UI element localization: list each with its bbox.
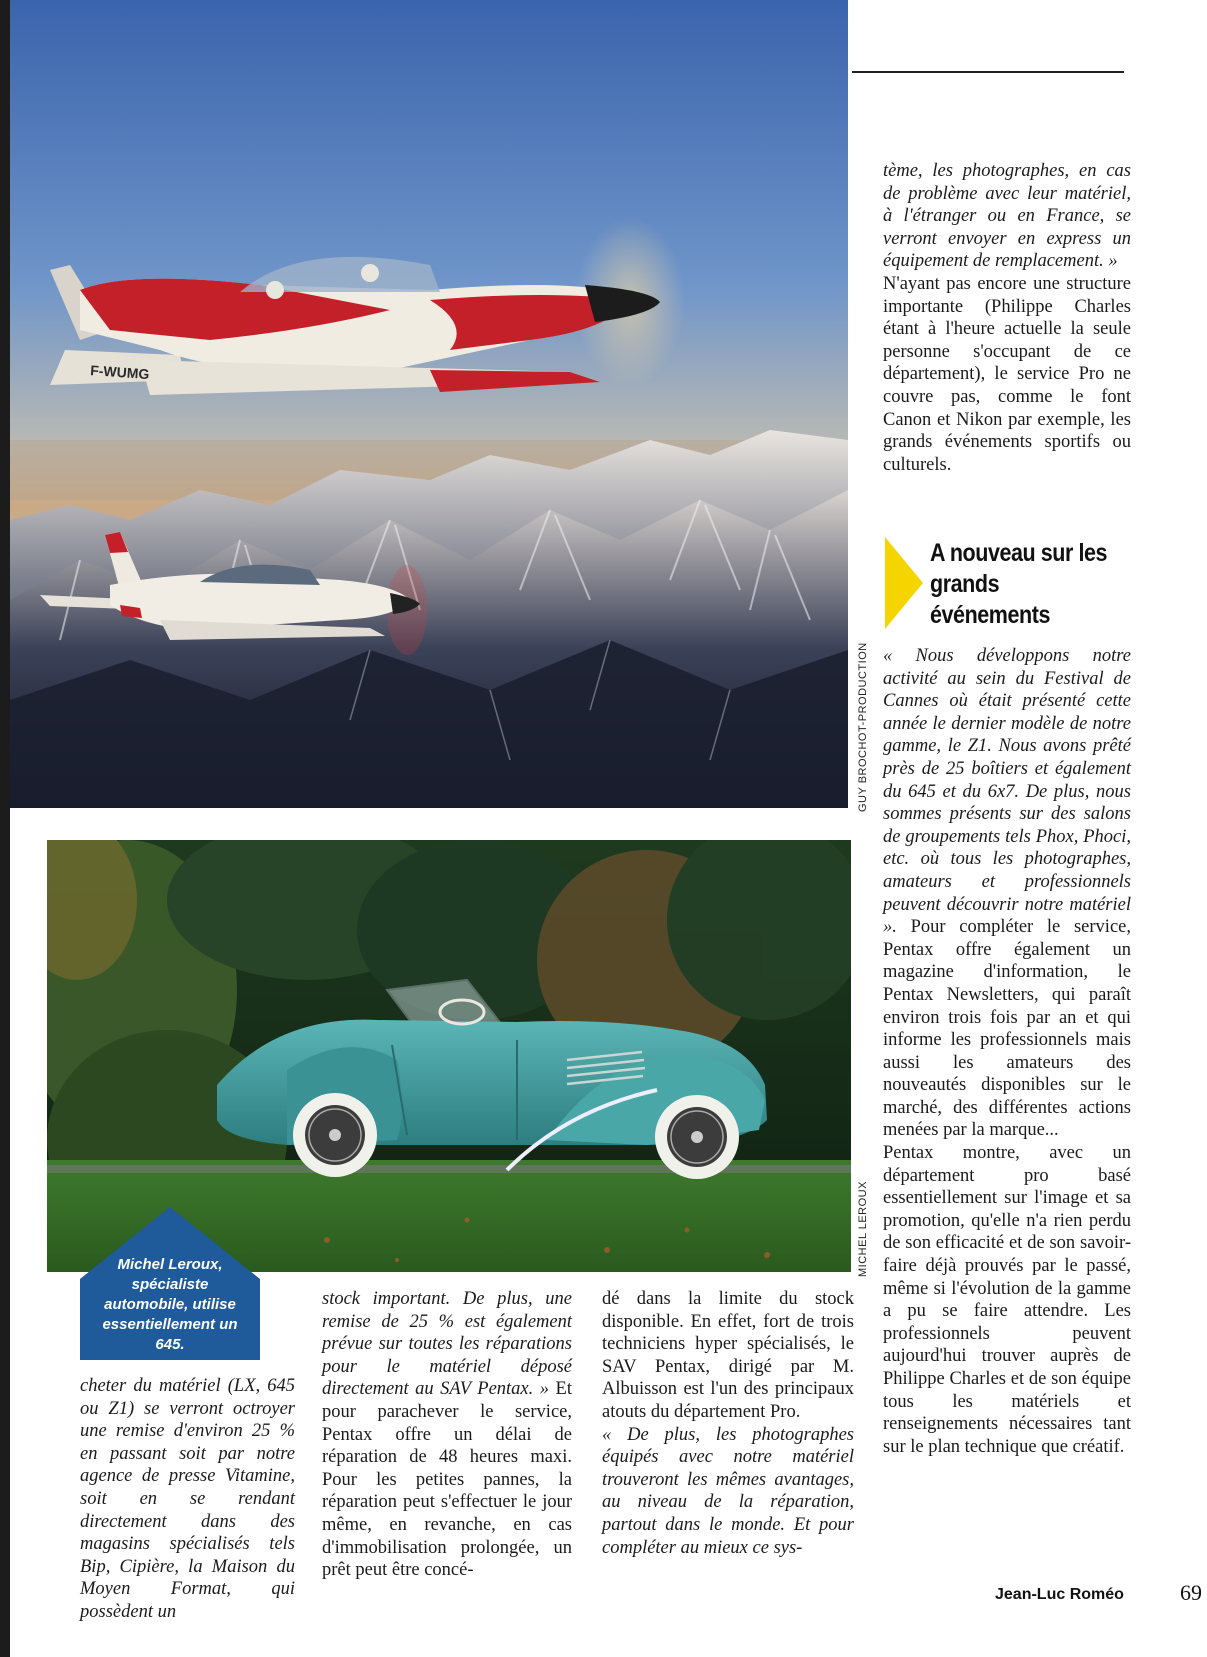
newsletter-paragraph: Pour compléter le service, Pentax offre également un magazine d'information, le Pentax Newsletters, qui paraît environ trois fois par an et qui informe les professionnels mais aussi les amateurs des nouveautés disponibles sur le marché, des différentes actions menées par la marque... <box>883 917 1131 1141</box>
column-2 <box>322 1288 572 1582</box>
aircraft-photo <box>10 0 848 808</box>
right-column-top <box>883 160 1131 476</box>
caption-text: Michel Leroux, spécialiste automobile, utilise essentiellement un 645. <box>102 1256 238 1353</box>
top-rule <box>852 71 1124 73</box>
column-3-quote: « De plus, les photographes équipés avec notre matériel trouveront les mêmes avantages, au niveau de la réparation, partout dans le monde. Et pour compléter au mieux ce sys- <box>602 1424 854 1558</box>
column-1-text: cheter du matériel (LX, 645 ou Z1) se verront octroyer une remise d'environ 25 % en passant soit par notre agence de presse Vitamine, soit en se rendant directement dans des magasins spécialisés tels Bip, Cipière, la Maison du Moyen Format, qui possèdent un <box>80 1376 295 1622</box>
quote-continuation: tème, les photographes, en cas de problème avec leur matériel, à l'étranger ou en France, se verront envoyer en express un équipement de remplacement. » <box>883 161 1131 272</box>
column-2-quote: stock important. De plus, une remise de 25 % est également prévue sur toutes les réparations pour le matériel déposé directement au SAV Pentax. » <box>322 1289 572 1400</box>
paragraph-structure: N'ayant pas encore une structure importante (Philippe Charles étant à l'heure actuelle la seule personne s'occupant de ce département), le service Pro ne couvre pas, comme le font Canon et Nikon par exemple, les grands événements sportifs ou culturels. <box>883 273 1131 475</box>
photo-credit-aircraft: GUY BROCHOT-PRODUCTION <box>857 642 869 812</box>
column-3-text: dé dans la limite du stock disponible. En effet, fort de trois techniciens hyper spécialisés, le SAV Pentax, dirigé par M. Albuisson est l'un des principaux atouts du département Pro. <box>602 1289 854 1422</box>
section-heading <box>883 535 1133 635</box>
photo-caption <box>80 1207 260 1360</box>
heading-title: A nouveau sur les grands événements <box>930 539 1108 629</box>
page-left-edge <box>0 0 10 1657</box>
column-3 <box>602 1288 854 1559</box>
column-2-text: Et pour parachever le service, Pentax offre un délai de réparation de 48 heures maxi. Pour les petites pannes, la réparation peut s'effectuer le jour même, en revanche, en cas d'immobilisation prolongée, un prêt peut être concé- <box>322 1379 572 1581</box>
heading-arrow-icon <box>883 535 925 631</box>
right-column-bottom <box>883 645 1131 1458</box>
festival-quote: « Nous développons notre activité au sein du Festival de Cannes où était présenté cette année le dernier modèle de notre gamme, le Z1. Nous avons prêté près de 25 boîtiers et également du 645 et du 6x7. De plus, nous sommes présents sur des salons de groupements tels Phox, Phoci, etc. où tous les photographes, amateurs et professionnels peuvent découvrir notre matériel ». <box>883 646 1131 938</box>
column-1 <box>80 1375 295 1624</box>
photo-credit-car: MICHEL LEROUX <box>857 1181 869 1277</box>
page-number: 69 <box>1180 1580 1202 1605</box>
author-byline: Jean-Luc Roméo <box>995 1586 1124 1603</box>
svg-text:F-WUMG: F-WUMG <box>89 362 150 383</box>
conclusion-paragraph: Pentax montre, avec un département pro basé essentiellement sur l'image et sa promotion, qu'elle n'a rien perdu de son efficacité et de son savoir-faire déjà prouvés par le passé, même si l'évolution de la gamme a pu se faire attendre. Les professionnels peuvent aujourd'hui trouver auprès de Philippe Charles et de son équipe tous les matériels et renseignements nécessaires tant sur le plan technique que créatif. <box>883 1143 1131 1457</box>
